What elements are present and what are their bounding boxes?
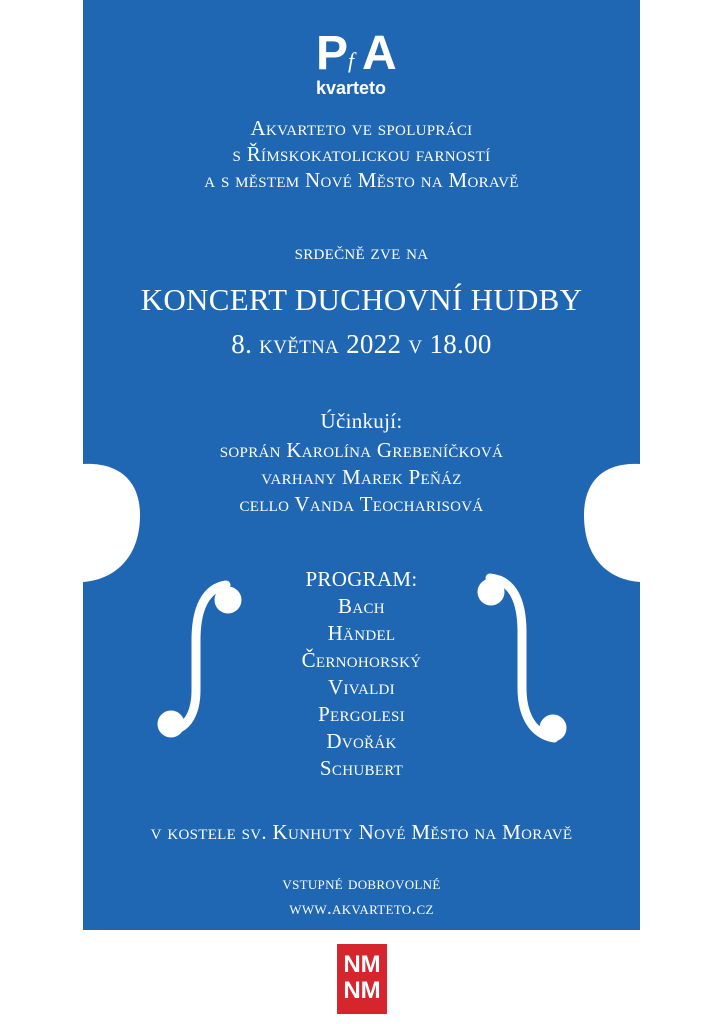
concert-title: KONCERT DUCHOVNÍ HUDBY bbox=[140, 282, 583, 317]
composer-2: Händel bbox=[327, 621, 396, 645]
town-logo-line-1: NM bbox=[343, 951, 381, 978]
performer-2: varhany Marek Peňáz bbox=[261, 465, 462, 489]
composer-5: Pergolesi bbox=[318, 702, 405, 726]
performer-1: soprán Karolína Grebeníčková bbox=[219, 438, 504, 462]
performer-3: cello Vanda Teocharisová bbox=[239, 492, 484, 516]
venue-text: v kostele sv. Kunhuty Nové Město na Moravě bbox=[150, 820, 573, 844]
composer-7: Schubert bbox=[319, 756, 404, 780]
program-heading: PROGRAM: bbox=[305, 567, 418, 591]
composer-1: Bach bbox=[338, 594, 385, 618]
intro-line-1: Akvarteto ve spolupráci bbox=[250, 116, 473, 140]
invite-text: srdečně zve na bbox=[294, 240, 429, 264]
admission-text: vstupné dobrovolné bbox=[282, 873, 441, 894]
composer-3: Černohorský bbox=[301, 648, 422, 672]
intro-line-2: s Římskokatolickou farností bbox=[232, 142, 491, 166]
town-logo bbox=[337, 944, 387, 1014]
composer-4: Vivaldi bbox=[328, 675, 395, 699]
performers-heading: Účinkují: bbox=[320, 409, 403, 433]
concert-datetime: 8. května 2022 v 18.00 bbox=[231, 329, 492, 359]
akvarteto-logo: P f A kvarteto bbox=[316, 27, 397, 98]
website-text: www.akvarteto.cz bbox=[289, 898, 434, 919]
intro-line-3: a s městem Nové Město na Moravě bbox=[204, 168, 519, 192]
town-logo-line-2: NM bbox=[343, 977, 381, 1004]
composer-6: Dvořák bbox=[326, 729, 397, 753]
